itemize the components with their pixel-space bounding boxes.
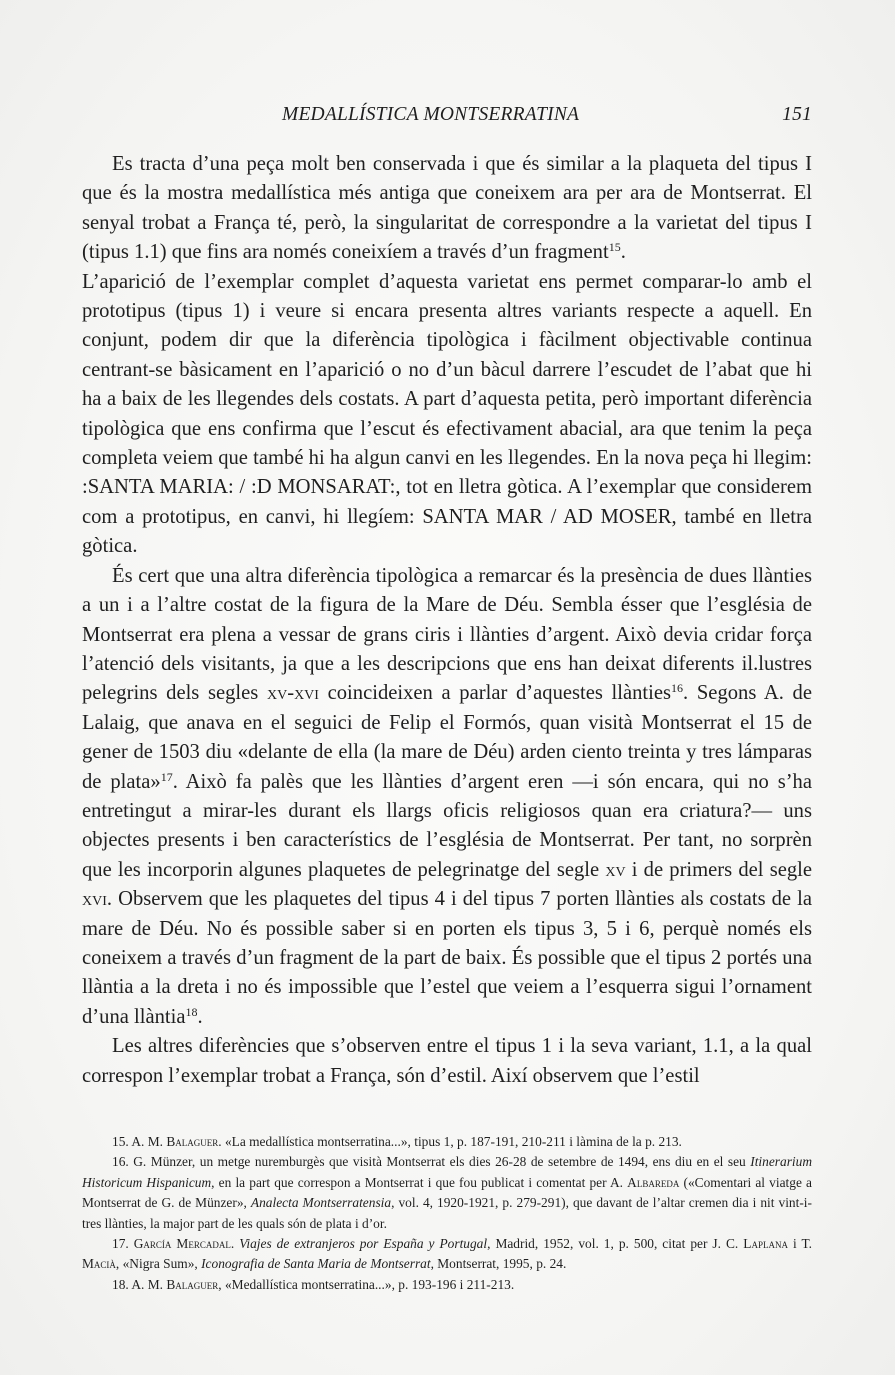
citation-text: i T. bbox=[792, 1236, 812, 1252]
work-title: Itinerarium Historicum Hispanicum bbox=[82, 1154, 812, 1190]
citation-text: , «Medallística montserratina...», p. 193-196 i 211-213. bbox=[218, 1276, 515, 1292]
author-surname: Macià bbox=[82, 1256, 116, 1272]
citation-text: . bbox=[230, 1236, 235, 1252]
citation-text: . «La medallística montserratina...», tipus 1, p. 187-191, 210-211 i làmina de la p. 213. bbox=[218, 1134, 682, 1149]
footnote-15 bbox=[82, 1132, 812, 1152]
footnote-number: 16. bbox=[112, 1154, 129, 1170]
text-run: coincideixen a parlar d’aquestes llànties bbox=[327, 682, 672, 705]
footnote-ref-18: 18 bbox=[185, 1004, 198, 1019]
footnote-ref-17: 17 bbox=[160, 769, 173, 784]
footnote-16 bbox=[82, 1152, 812, 1234]
author-surname: Laplana bbox=[743, 1236, 788, 1252]
citation-text: , «Nigra Sum», bbox=[115, 1256, 198, 1272]
page-number: 151 bbox=[782, 104, 812, 125]
century-numerals: xvi bbox=[82, 888, 107, 911]
text-run: . bbox=[620, 241, 626, 264]
paragraph-1 bbox=[82, 150, 812, 268]
citation-text: , vol. 4, 1920-1921, p. 279-291), que davant de l’altar cremen dia i nit vint-i-tres llànties, la major part de les quals són de plata i d’or. bbox=[82, 1195, 812, 1231]
citation-text: , Madrid, 1952, vol. 1, p. 500, citat per J. C. bbox=[487, 1236, 739, 1252]
author: A. M. bbox=[131, 1134, 163, 1149]
text-run: . Això fa palès que les llànties d’argent eren —i són encara, qui no s’ha entretingut a mirar-les durant els llargs oficis religiosos quan era criatura?— uns objectes presents i ben característics de l’església de Montserrat. Per tant, no sorprèn que les incorporin algunes plaquetes de pelegrinatge del segle bbox=[82, 770, 812, 881]
citation-text: («Comentari al viatge a Montserrat de G. de Münzer», bbox=[82, 1174, 812, 1211]
text-run: Es tracta d’una peça molt ben conservada i que és similar a la plaqueta del tipus I que és la mostra medallística més antiga que coneixem ara per ara de Montserrat. El senyal trobat a França té, però, la singularitat de correspondre a la varietat del tipus I (tipus 1.1) que fins ara només coneixíem a través d’un fragment bbox=[82, 153, 812, 264]
author-surname: Balaguer bbox=[166, 1276, 219, 1292]
footnotes bbox=[82, 1132, 812, 1295]
footnote-number: 18. bbox=[112, 1276, 129, 1292]
journal-title: Analecta Montserratensia bbox=[250, 1195, 392, 1211]
footnote-number: 17. bbox=[112, 1236, 129, 1252]
footnote-17 bbox=[82, 1234, 812, 1275]
citation-text: , en la part que correspon a Montserrat i que fou publicat i comentat per A. bbox=[211, 1174, 623, 1190]
footnote-number: 15. bbox=[112, 1134, 129, 1149]
work-title: Viajes de extranjeros por España y Portugal bbox=[239, 1236, 488, 1252]
text-run: i de primers del segle bbox=[631, 858, 813, 881]
work-title: Iconografia de Santa Maria de Montserrat bbox=[201, 1256, 431, 1272]
author-surname: Albareda bbox=[627, 1174, 680, 1190]
author: A. M. bbox=[131, 1276, 163, 1292]
author-surname: Balaguer bbox=[166, 1134, 219, 1149]
text-run: . Segons A. de Lalaig, que anava en el seguici de Felip el Formós, quan visità Montserrat el 15 de gener de 1503 diu «delante de ella (la mare de Déu) arden ciento treinta y tres lámparas de plata» bbox=[82, 682, 812, 793]
century-numerals: xv-xvi bbox=[266, 682, 319, 705]
footnote-18 bbox=[82, 1275, 812, 1295]
century-numerals: xv bbox=[605, 858, 626, 881]
footnote-ref-15: 15 bbox=[608, 240, 621, 255]
paragraph-4: Les altres diferències que s’observen entre el tipus 1 i la seva variant, 1.1, a la qual correspon l’exemplar trobat a França, són d’estil. Així observem que l’estil bbox=[82, 1035, 812, 1087]
text-run: . bbox=[197, 1005, 203, 1028]
main-text bbox=[82, 150, 812, 1091]
footnote-ref-16: 16 bbox=[671, 681, 684, 696]
paragraph-3 bbox=[82, 562, 812, 1033]
running-title: MEDALLÍSTICA MONTSERRATINA bbox=[282, 104, 580, 125]
author-surname: García Mercadal bbox=[133, 1236, 231, 1252]
citation-text: G. Münzer, un metge nuremburgès que visità Montserrat els dies 26-28 de setembre de 1494, ens diu en el seu bbox=[133, 1154, 746, 1170]
citation-text: , Montserrat, 1995, p. 24. bbox=[430, 1256, 567, 1272]
text-run: . Observem que les plaquetes del tipus 4 i del tipus 7 porten llànties als costats de la mare de Déu. No és possible saber si en porten els tipus 3, 5 i 6, perquè només els coneixem a través d’un fragment de la part de baix. És possible que el tipus 2 portés una llàntia a la dreta i no és impossible que l’estel que veiem a l’esquerra sigui l’ornament d’una llàntia bbox=[82, 888, 812, 1028]
text-run: És cert que una altra diferència tipològica a remarcar és la presència de dues llànties a un i a l’altre costat de la figura de la Mare de Déu. Sembla ésser que l’església de Montserrat era plena a vessar de grans ciris i llànties d’argent. Això devia cridar força l’atenció dels visitants, ja que a les descripcions que ens han deixat diferents il.lustres pelegrins dels segles bbox=[82, 564, 812, 705]
paragraph-2: L’aparició de l’exemplar complet d’aquesta varietat ens permet comparar-lo amb el prototipus (tipus 1) i veure si encara presenta altres variants respecte a aquell. En conjunt, podem dir que la diferència tipològica i fàcilment objectivable continua centrant-se bàsicament en l’aparició o no d’un bàcul darrere l’escudet de l’abat que hi ha a baix de les llegendes dels costats. A part d’aquesta petita, però important diferència tipològica que ens confirma que l’escut és efectivament abacial, ara que tenim la peça completa veiem que també hi ha algun canvi en les llegendes. En la nova peça hi llegim: :SANTA MARIA: / :D MONSARAT:, tot en lletra gòtica. A l’exemplar que considerem com a prototipus, en canvi, hi llegíem: SANTA MAR / AD MOSER, també en lletra gòtica. bbox=[82, 270, 812, 558]
